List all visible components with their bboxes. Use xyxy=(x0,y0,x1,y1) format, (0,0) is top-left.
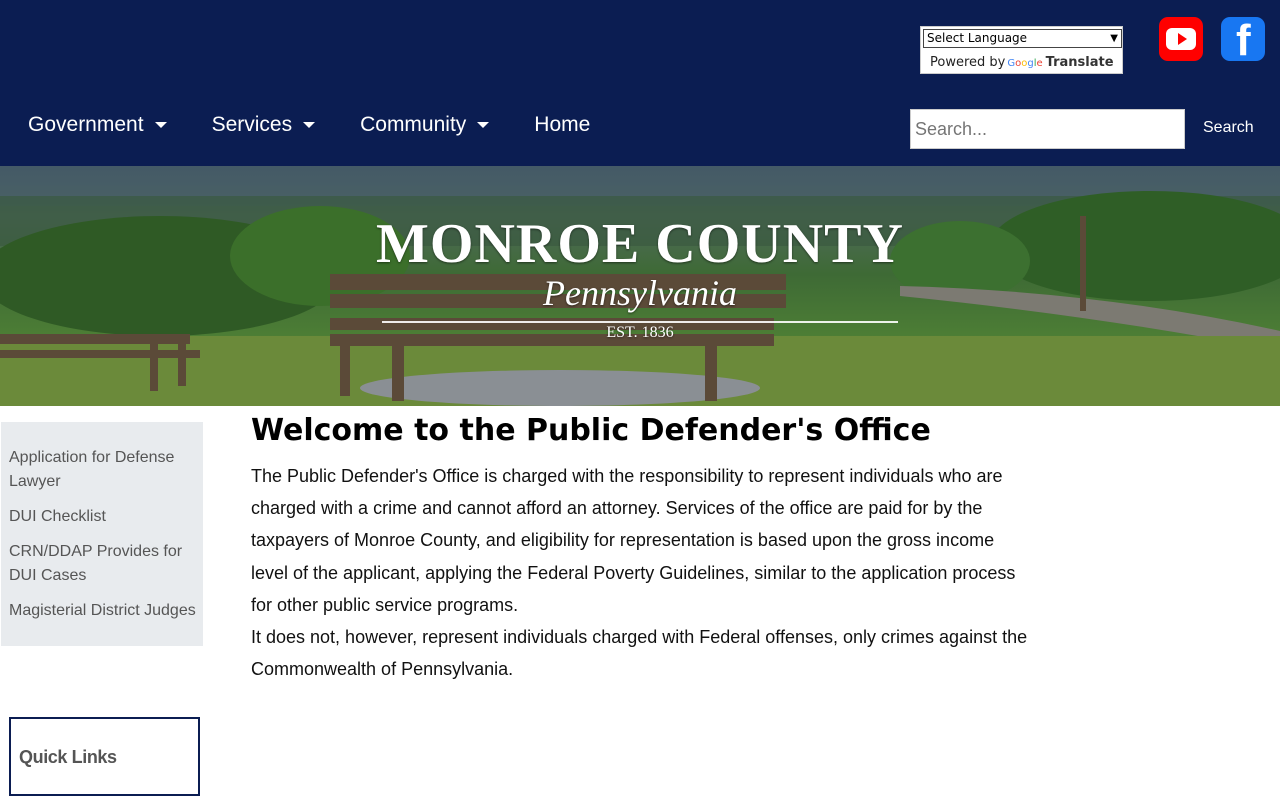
play-icon xyxy=(1178,33,1187,45)
google-translate-widget xyxy=(920,26,1123,74)
search-input[interactable] xyxy=(910,109,1185,149)
nav-community[interactable] xyxy=(360,113,489,137)
translate-link[interactable]: Translate xyxy=(1045,55,1114,70)
nav-services[interactable] xyxy=(212,113,316,137)
federal-offense-paragraph: It does not, however, represent individuals charged with Federal offenses, only crimes against the Commonwealth of Pennsylvania. xyxy=(251,627,1028,680)
youtube-icon[interactable] xyxy=(1159,17,1203,61)
intro-paragraph: The Public Defender's Office is charged with the responsibility to represent individuals who are charged with a crime and cannot afford an attorney. Services of the office are paid for by the taxpayers of Monroe County, and eligibility for representation is based upon the gross income level of the applicant, applying the Federal Poverty Guidelines, similar to the application process for other public service programs. xyxy=(251,466,1016,615)
main-nav xyxy=(28,113,635,137)
sidebar xyxy=(1,422,203,646)
nav-community-label: Community xyxy=(360,113,467,136)
caret-down-icon xyxy=(477,122,489,128)
search-button[interactable]: Search xyxy=(1203,119,1254,136)
site-header xyxy=(0,0,1280,166)
powered-by-text xyxy=(930,55,1114,70)
sidebar-link-dui-checklist[interactable]: DUI Checklist xyxy=(9,508,106,525)
nav-home[interactable] xyxy=(534,113,590,137)
sidebar-link-district-judges[interactable]: Magisterial District Judges xyxy=(9,602,196,619)
youtube-play-box xyxy=(1166,28,1196,50)
language-select-label: Select Language xyxy=(927,31,1028,45)
hero-banner xyxy=(0,166,1280,406)
caret-down-icon xyxy=(155,122,167,128)
page-title: Welcome to the Public Defender's Office xyxy=(251,413,931,448)
sidebar-link-crn-ddap[interactable]: CRN/DDAP Provides for DUI Cases xyxy=(9,543,183,584)
state-name: Pennsylvania xyxy=(543,273,737,313)
facebook-icon[interactable] xyxy=(1221,17,1265,61)
google-logo: Google xyxy=(1007,58,1043,69)
sidebar-link-defense-application[interactable]: Application for Defense Lawyer xyxy=(9,449,175,490)
established-date: EST. 1836 xyxy=(606,324,674,341)
caret-down-icon xyxy=(303,122,315,128)
nav-government[interactable] xyxy=(28,113,167,137)
divider xyxy=(382,321,898,323)
main-content xyxy=(251,460,1031,685)
nav-home-label: Home xyxy=(534,113,591,136)
nav-government-label: Government xyxy=(28,113,144,136)
language-select[interactable] xyxy=(923,29,1122,48)
county-name: MONROE COUNTY xyxy=(376,213,904,275)
chevron-down-icon: ▼ xyxy=(1110,33,1118,44)
facebook-glyph: f xyxy=(1236,17,1251,61)
quick-links-box[interactable] xyxy=(9,717,200,796)
powered-by-label: Powered by xyxy=(930,55,1006,70)
nav-services-label: Services xyxy=(211,113,293,136)
quick-links-title: Quick Links xyxy=(19,747,117,767)
